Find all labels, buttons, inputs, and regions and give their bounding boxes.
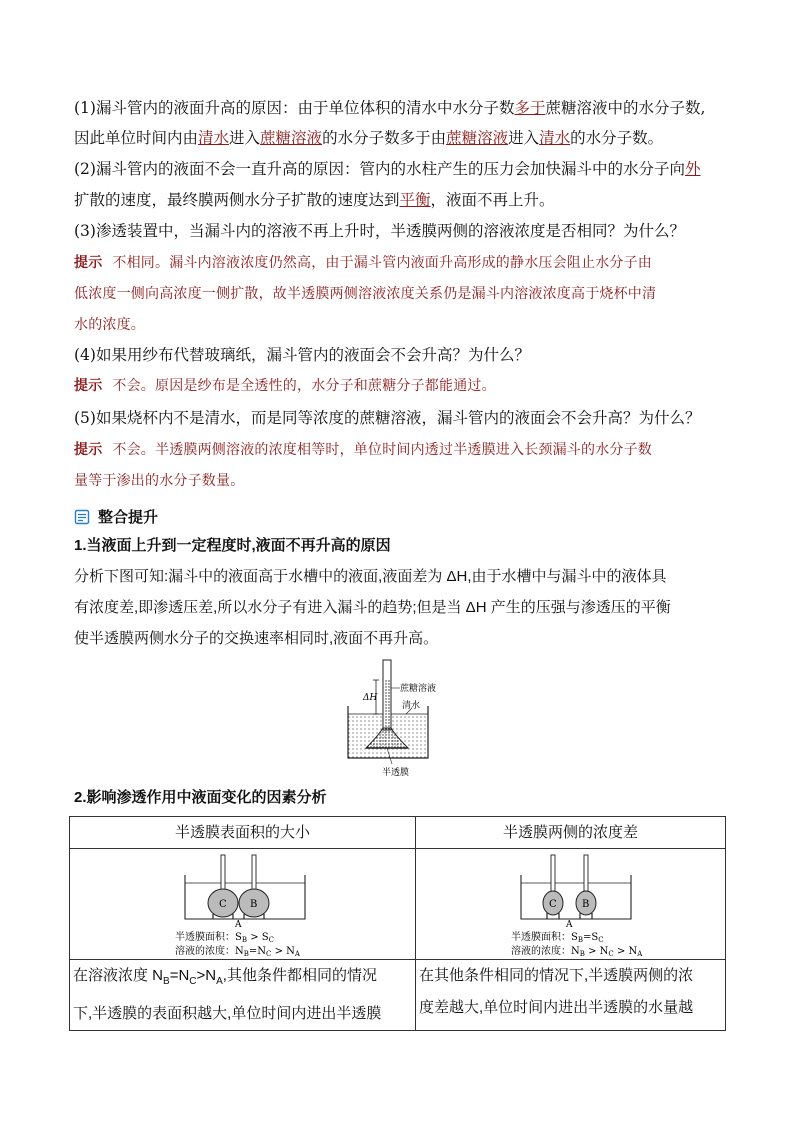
table-header-area: 半透膜表面积的大小 <box>70 817 416 849</box>
q1-line1 <box>74 96 705 120</box>
right-explanation <box>416 960 726 1031</box>
osmosis-apparatus-figure <box>340 656 470 780</box>
concentration-comparison-figure <box>511 853 651 957</box>
q1-text-g: 的水分子数。 <box>570 129 664 147</box>
left-explanation <box>70 960 416 1031</box>
q1-text-f: 进入 <box>508 129 540 147</box>
area-comparison-figure <box>175 853 315 957</box>
left-explanation-line1: 在溶液浓度 $N_B=N_C>N_A$,其他条件都相同的情况 <box>73 967 377 987</box>
q2-text-b: 扩散的速度，最终膜两侧水分子扩散的速度达到 <box>74 191 400 209</box>
q3-answer-3: 水的浓度。 <box>74 317 145 333</box>
section-header <box>74 506 158 527</box>
q5-hint-line1 <box>74 438 652 462</box>
q1-text-d: 进入 <box>229 129 261 147</box>
q5-answer-2: 量等于渗出的水分子数量。 <box>74 473 245 489</box>
point1-line1: 分析下图可知:漏斗中的液面高于水槽中的液面,液面差为 ΔH,由于水槽中与漏斗中的液体具 <box>74 568 667 585</box>
q1-line2 <box>74 126 663 150</box>
q1-text-a: (1)漏斗管内的液面升高的原因：由于单位体积的清水中水分子数 <box>74 99 515 117</box>
q1-answer-sucrose-2: 蔗糖溶液 <box>446 129 509 147</box>
sucrose-label: 蔗糖溶液 <box>400 684 437 694</box>
label-b: B <box>582 899 590 910</box>
hint-label: 提示 <box>74 378 103 394</box>
section-title: 整合提升 <box>98 509 159 526</box>
left-figure-cell <box>70 849 416 960</box>
q2-answer-balance: 平衡 <box>399 191 431 209</box>
label-a: A <box>566 920 573 930</box>
q1-answer-water-2: 清水 <box>539 129 571 147</box>
right-explanation-line1: 在其他条件相同的情况下,半透膜两侧的浓 <box>419 967 694 984</box>
q2-answer-out: 外 <box>684 160 701 178</box>
q2-line1 <box>74 157 700 181</box>
hint-label: 提示 <box>74 442 103 458</box>
table-header-concentration: 半透膜两侧的浓度差 <box>416 817 726 849</box>
q4-answer-1: 不会。原因是纱布是全透性的，水分子和蔗糖分子都能通过。 <box>112 378 496 394</box>
q2-line2 <box>74 188 555 212</box>
right-figure-cell <box>416 849 726 960</box>
delta-h-label: ΔH <box>363 693 378 703</box>
q2-text-a: (2)漏斗管内的液面不会一直升高的原因：管内的水柱产生的压力会加快漏斗中的水分子向 <box>74 160 685 178</box>
hint-label: 提示 <box>74 255 103 271</box>
q3-answer-1: 不相同。漏斗内溶液浓度仍然高，由于漏斗管内液面升高形成的静水压会阻止水分子由 <box>112 255 653 271</box>
point1-line3: 使半透膜两侧水分子的交换速率相同时,液面不再升高。 <box>74 630 439 647</box>
left-caption-area: 半透膜面积：$S_B > S_C$ <box>175 932 274 944</box>
label-b: B <box>250 899 258 910</box>
document-icon <box>74 509 90 525</box>
q1-answer-more: 多于 <box>514 99 546 117</box>
q5-question: (5)如果烧杯内不是清水，而是同等浓度的蔗糖溶液，漏斗管内的液面会不会升高？为什么？ <box>74 409 701 427</box>
q3-answer-2: 低浓度一侧向高浓度一侧扩散，故半透膜两侧溶液浓度关系仍是漏斗内溶液浓度高于烧杯中清 <box>74 286 657 302</box>
left-caption-concentration: 溶液的浓度：$N_B=N_C > N_A$ <box>175 946 300 957</box>
q4-question: (4)如果用纱布代替玻璃纸，漏斗管内的液面会不会升高？为什么？ <box>74 346 530 364</box>
q1-text-b: 蔗糖溶液中的水分子数, <box>545 99 706 117</box>
point1-title: 1.当液面上升到一定程度时,液面不再升高的原因 <box>74 537 391 554</box>
right-caption-concentration: 溶液的浓度：$N_B > N_C > N_A$ <box>511 946 643 957</box>
q3-hint-line1 <box>74 251 652 275</box>
q2-text-c: ，液面不再上升。 <box>430 191 555 209</box>
q4-hint-line1 <box>74 374 496 398</box>
point1-line2: 有浓度差,即渗透压差,所以水分子有进入漏斗的趋势;但是当 ΔH 产生的压强与渗透压的平衡 <box>74 599 671 616</box>
label-a: A <box>235 920 242 930</box>
right-caption-area: 半透膜面积：$S_B=S_C$ <box>511 932 604 944</box>
q1-answer-sucrose: 蔗糖溶液 <box>260 129 323 147</box>
label-c: C <box>549 899 557 910</box>
q1-text-e: 的水分子数多于由 <box>322 129 447 147</box>
membrane-label: 半透膜 <box>382 768 410 778</box>
water-label: 清水 <box>402 701 421 711</box>
comparison-table <box>69 816 726 1031</box>
q5-answer-1: 不会。半透膜两侧溶液的浓度相等时，单位时间内透过半透膜进入长颈漏斗的水分子数 <box>112 442 653 458</box>
q1-text-c: 因此单位时间内由 <box>74 129 199 147</box>
label-c: C <box>219 899 227 910</box>
point2-title: 2.影响渗透作用中液面变化的因素分析 <box>74 789 327 806</box>
right-explanation-line2: 度差越大,单位时间内进出半透膜的水量越 <box>419 999 694 1016</box>
left-explanation-line2: 下,半透膜的表面积越大,单位时间内进出半透膜 <box>73 1005 382 1022</box>
q3-question: (3)渗透装置中，当漏斗内的溶液不再上升时，半透膜两侧的溶液浓度是否相同？为什么？ <box>74 222 685 240</box>
q1-answer-water: 清水 <box>198 129 230 147</box>
